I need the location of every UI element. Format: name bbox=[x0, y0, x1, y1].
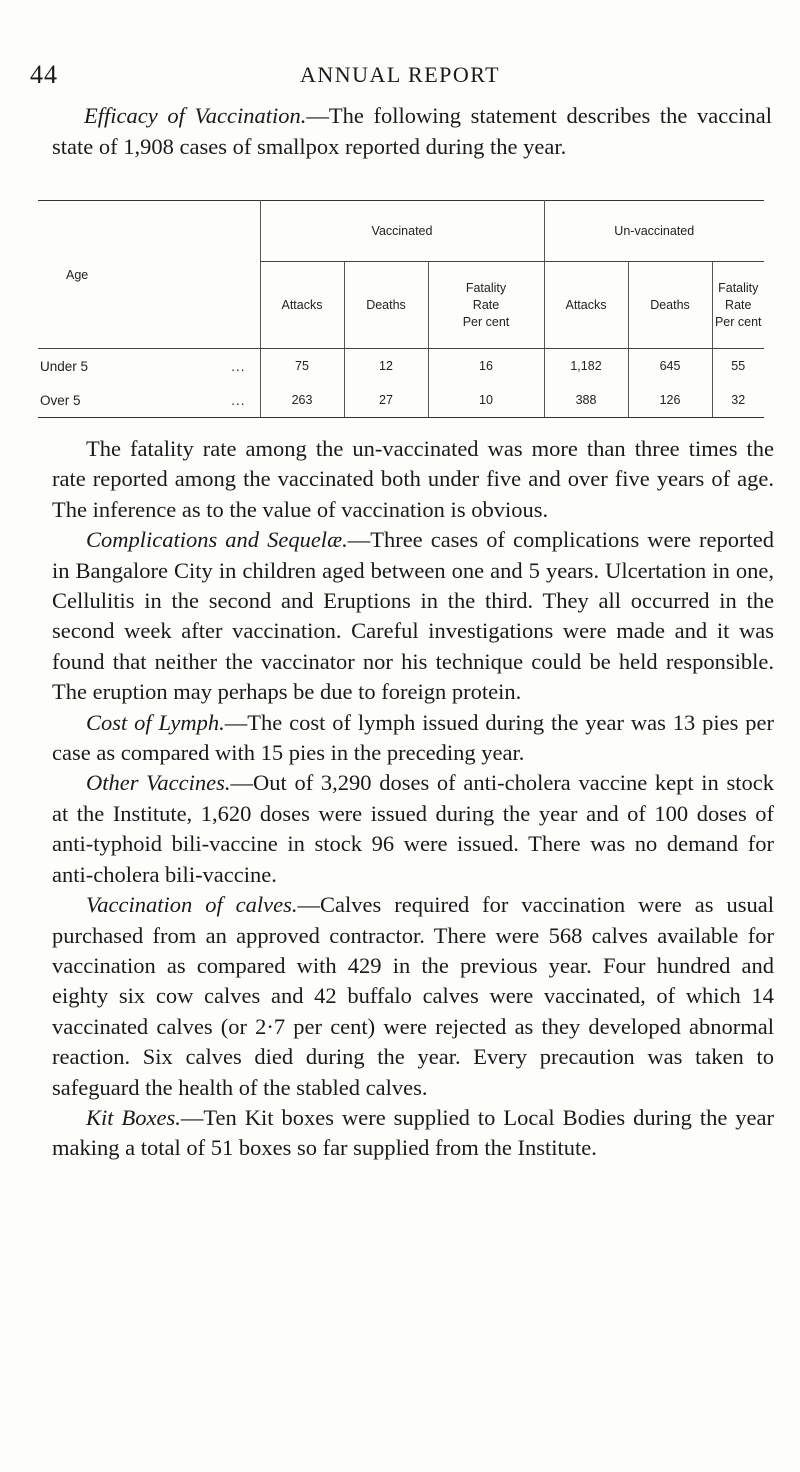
vaccinated-header: Vaccinated bbox=[260, 201, 544, 262]
intro-text: —The following statement describes the vaccinal state of 1,908 cases of smallpox reported during the year. bbox=[52, 103, 772, 159]
paragraph-heading: Vaccination of calves. bbox=[86, 892, 298, 918]
paragraph-complications: Complications and Sequelæ.—Three cases of complications were reported in Bangalore City in children aged between one and 5 years. Ulcertation in one, Cellulitis in the second and Eruptions in the third. They all occurred in the second week after vaccination. Careful investigations were made and it was found that neither the vaccinator nor his technique could be held responsible. The eruption may perhaps be due to foreign protein. bbox=[52, 527, 774, 705]
table-cell: 645 bbox=[628, 349, 712, 384]
paragraph-fatality: The fatality rate among the un-vaccinated was more than three times the rate reported among the vaccinated both under five and over five years of age. The inference as to the value of vaccination is obvious. bbox=[52, 436, 774, 522]
col-unvacc-fatality: Fatality Rate Per cent bbox=[712, 262, 764, 349]
table-row bbox=[38, 383, 764, 418]
table-cell: 10 bbox=[428, 383, 544, 418]
page-header bbox=[30, 60, 770, 96]
col-vacc-attacks: Attacks bbox=[260, 262, 344, 349]
paragraph-heading: Cost of Lymph. bbox=[86, 709, 225, 735]
table-cell: 75 bbox=[260, 349, 344, 384]
intro-paragraph bbox=[52, 100, 772, 162]
table-cell: 1,182 bbox=[544, 349, 628, 384]
running-title: ANNUAL REPORT bbox=[299, 62, 501, 87]
age-header: Age bbox=[38, 201, 260, 349]
col-vacc-deaths: Deaths bbox=[344, 262, 428, 349]
vaccination-table bbox=[38, 200, 764, 418]
table-cell: 55 bbox=[731, 359, 746, 373]
page-number: 44 bbox=[30, 60, 58, 89]
table-cell: 263 bbox=[260, 383, 344, 418]
paragraph-lymph-cost: Cost of Lymph.—The cost of lymph issued during the year was 13 pies per case as compared with 15 pies in the preceding year. bbox=[52, 709, 774, 766]
paragraph-calves: Vaccination of calves.—Calves required for vaccination were as usual purchased from an approved contractor. There were 568 calves available for vaccination as compared with 429 in the previous year. Four hundred and eighty six cow calves and 42 buffalo calves were vaccinated, of which 14 vaccinated calves (or 2·7 per cent) were rejected as they developed abnormal reaction. Six calves died during the year. Every precaution was taken to safeguard the health of the stabled calves. bbox=[52, 892, 774, 1100]
table-cell: 388 bbox=[544, 383, 628, 418]
table-cell: 16 bbox=[428, 349, 544, 384]
table-cell: 32 bbox=[712, 383, 764, 418]
table-cell: 12 bbox=[344, 349, 428, 384]
paragraph-heading: Other Vaccines. bbox=[86, 770, 231, 796]
row-age-label: Over 5 ... bbox=[38, 383, 260, 418]
col-vacc-fatality: Fatality Rate Per cent bbox=[428, 262, 544, 349]
table-cell: 126 bbox=[628, 383, 712, 418]
body-text bbox=[52, 434, 774, 1164]
unvaccinated-header: Un-vaccinated bbox=[544, 201, 764, 262]
table-cell: 27 bbox=[344, 383, 428, 418]
paragraph-other-vaccines: Other Vaccines.—Out of 3,290 doses of anti-cholera vaccine kept in stock at the Institute, 1,620 doses were issued during the year and of 100 doses of anti-typhoid bili-vaccine in stock 96 were issued. There was no demand for anti-cholera bili-vaccine. bbox=[52, 770, 774, 887]
paragraph-kit-boxes: Kit Boxes.—Ten Kit boxes were supplied to Local Bodies during the year making a total of 51 boxes so far supplied from the Institute. bbox=[52, 1104, 775, 1161]
row-age-label: Under 5 ... bbox=[38, 349, 260, 384]
table-row bbox=[38, 349, 764, 384]
paragraph-heading: Complications and Sequelæ. bbox=[86, 527, 348, 553]
col-unvacc-attacks: Attacks bbox=[544, 262, 628, 349]
col-unvacc-deaths: Deaths bbox=[628, 262, 712, 349]
paragraph-heading: Kit Boxes. bbox=[86, 1104, 181, 1130]
intro-heading: Efficacy of Vaccination. bbox=[84, 103, 307, 128]
